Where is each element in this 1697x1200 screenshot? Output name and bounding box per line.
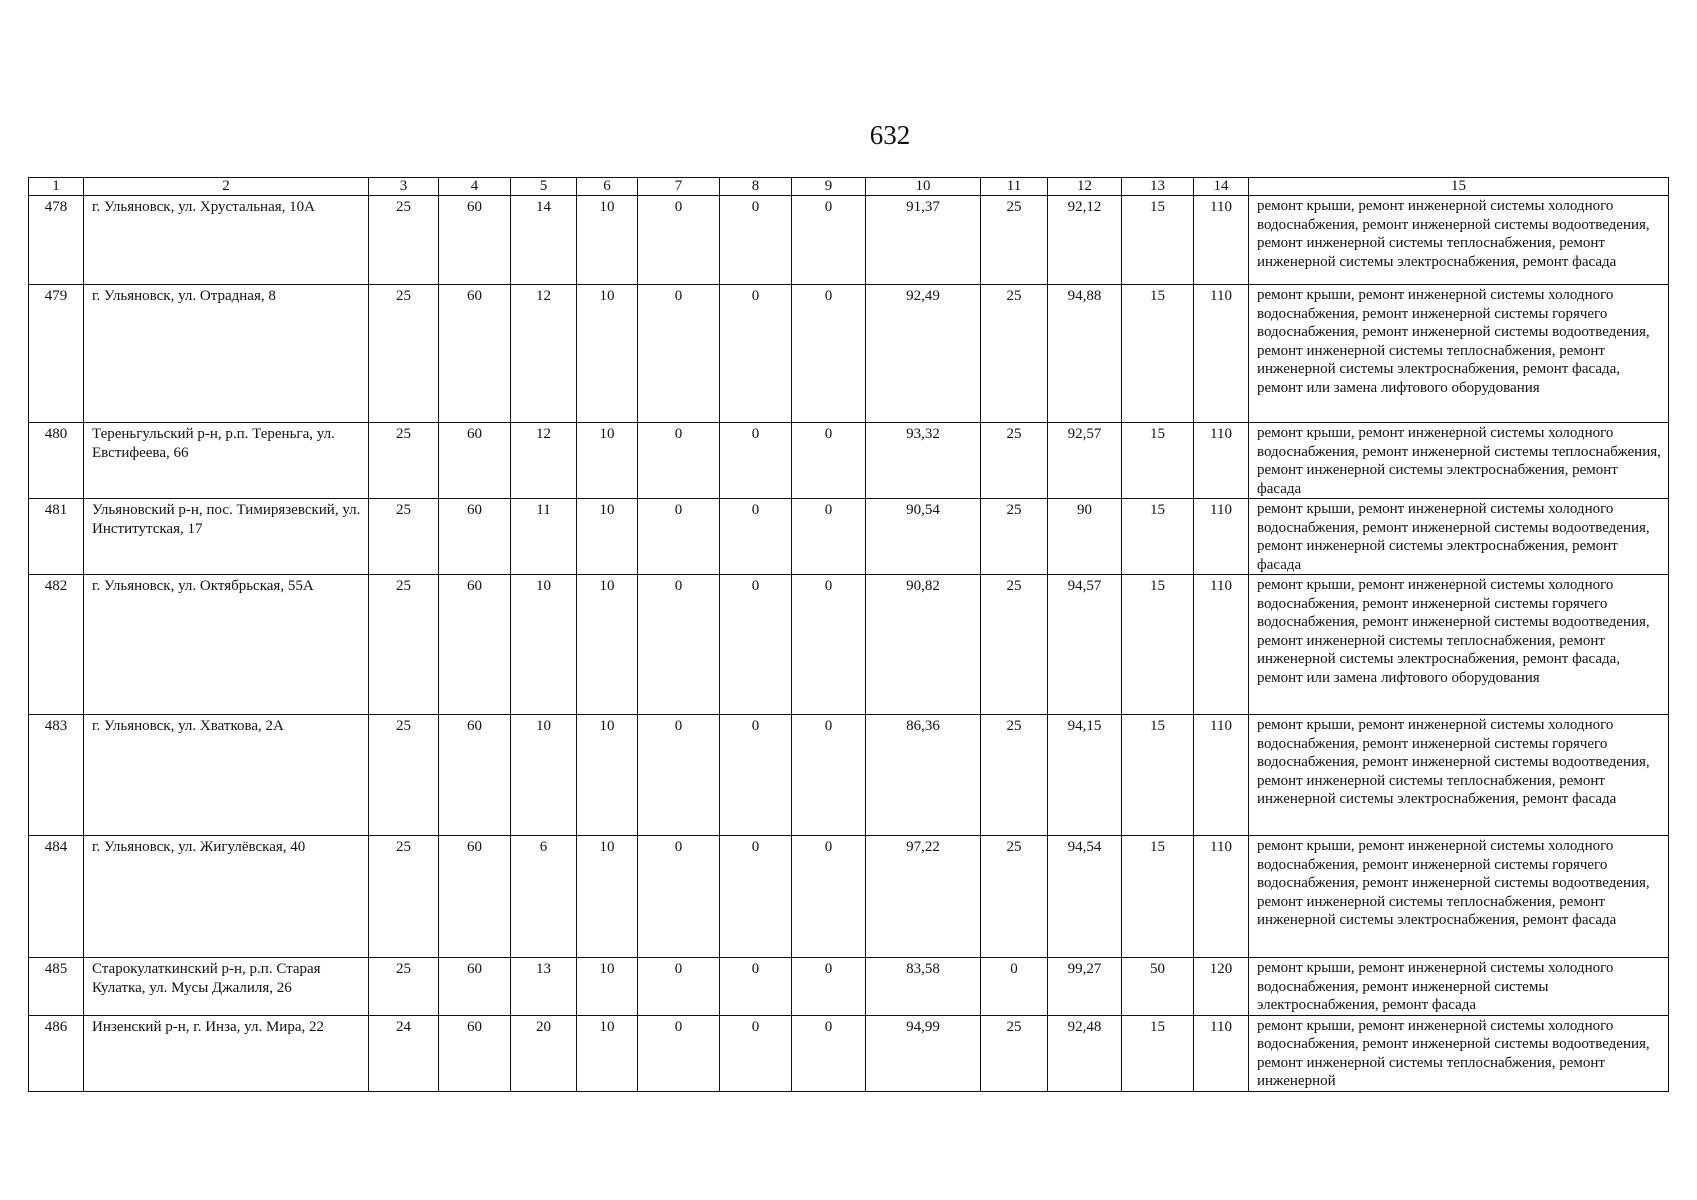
- works-cell: ремонт крыши, ремонт инженерной системы холодного водоснабжения, ремонт инженерной системы горячего водоснабжения, ремонт инженерной системы водоотведения, ремонт инженерной системы теплоснабжения, ремонт инженерной системы электроснабжения, ремонт фасада: [1249, 836, 1669, 958]
- column-header-4: 4: [439, 178, 511, 196]
- value-cell-c9: 0: [792, 836, 866, 958]
- value-cell-c14: 110: [1194, 285, 1249, 423]
- table-row: [29, 958, 1669, 1016]
- value-cell-c7: 0: [638, 575, 720, 715]
- value-cell-c4: 60: [439, 715, 511, 836]
- value-cell-c9: 0: [792, 575, 866, 715]
- value-cell-c10: 90,82: [866, 575, 981, 715]
- value-cell-c13: 15: [1122, 715, 1194, 836]
- value-cell-c13: 15: [1122, 1015, 1194, 1091]
- works-cell: ремонт крыши, ремонт инженерной системы холодного водоснабжения, ремонт инженерной системы водоотведения, ремонт инженерной системы теплоснабжения, ремонт инженерной системы электроснабжения, ремонт фасада: [1249, 196, 1669, 285]
- value-cell-c8: 0: [720, 715, 792, 836]
- row-number-cell: 478: [29, 196, 84, 285]
- value-cell-c4: 60: [439, 836, 511, 958]
- value-cell-c12: 99,27: [1048, 958, 1122, 1016]
- value-cell-c6: 10: [577, 715, 638, 836]
- value-cell-c12: 92,57: [1048, 423, 1122, 499]
- address-cell: Ульяновский р-н, пос. Тимирязевский, ул. Институтская, 17: [84, 499, 369, 575]
- value-cell-c3: 25: [369, 423, 439, 499]
- value-cell-c13: 15: [1122, 285, 1194, 423]
- table-row: [29, 575, 1669, 715]
- column-header-5: 5: [511, 178, 577, 196]
- table-row: [29, 499, 1669, 575]
- value-cell-c9: 0: [792, 196, 866, 285]
- table-row: [29, 423, 1669, 499]
- value-cell-c9: 0: [792, 715, 866, 836]
- value-cell-c13: 15: [1122, 196, 1194, 285]
- value-cell-c7: 0: [638, 499, 720, 575]
- value-cell-c9: 0: [792, 499, 866, 575]
- value-cell-c5: 20: [511, 1015, 577, 1091]
- column-header-12: 12: [1048, 178, 1122, 196]
- value-cell-c5: 12: [511, 423, 577, 499]
- value-cell-c9: 0: [792, 1015, 866, 1091]
- value-cell-c7: 0: [638, 423, 720, 499]
- value-cell-c3: 25: [369, 285, 439, 423]
- works-cell: ремонт крыши, ремонт инженерной системы холодного водоснабжения, ремонт инженерной системы горячего водоснабжения, ремонт инженерной системы водоотведения, ремонт инженерной системы теплоснабжения, ремонт инженерной системы электроснабжения, ремонт фасада, ремонт или замена лифтового оборудования: [1249, 285, 1669, 423]
- value-cell-c10: 93,32: [866, 423, 981, 499]
- value-cell-c8: 0: [720, 836, 792, 958]
- value-cell-c8: 0: [720, 423, 792, 499]
- value-cell-c7: 0: [638, 958, 720, 1016]
- value-cell-c12: 94,57: [1048, 575, 1122, 715]
- table-row: [29, 836, 1669, 958]
- value-cell-c14: 120: [1194, 958, 1249, 1016]
- value-cell-c7: 0: [638, 1015, 720, 1091]
- column-header-2: 2: [84, 178, 369, 196]
- value-cell-c5: 11: [511, 499, 577, 575]
- value-cell-c6: 10: [577, 836, 638, 958]
- value-cell-c6: 10: [577, 958, 638, 1016]
- value-cell-c4: 60: [439, 958, 511, 1016]
- value-cell-c12: 94,88: [1048, 285, 1122, 423]
- address-cell: г. Ульяновск, ул. Октябрьская, 55А: [84, 575, 369, 715]
- value-cell-c4: 60: [439, 423, 511, 499]
- value-cell-c10: 90,54: [866, 499, 981, 575]
- row-number-cell: 486: [29, 1015, 84, 1091]
- works-cell: ремонт крыши, ремонт инженерной системы холодного водоснабжения, ремонт инженерной системы электроснабжения, ремонт фасада: [1249, 958, 1669, 1016]
- table-body: [29, 196, 1669, 1092]
- data-table: [28, 177, 1669, 1092]
- value-cell-c11: 25: [981, 715, 1048, 836]
- value-cell-c13: 15: [1122, 575, 1194, 715]
- value-cell-c4: 60: [439, 285, 511, 423]
- value-cell-c3: 25: [369, 836, 439, 958]
- value-cell-c11: 25: [981, 196, 1048, 285]
- value-cell-c6: 10: [577, 196, 638, 285]
- data-table-container: [28, 177, 1668, 1092]
- value-cell-c10: 91,37: [866, 196, 981, 285]
- value-cell-c11: 25: [981, 499, 1048, 575]
- value-cell-c11: 25: [981, 575, 1048, 715]
- table-row: [29, 1015, 1669, 1091]
- value-cell-c8: 0: [720, 499, 792, 575]
- value-cell-c5: 13: [511, 958, 577, 1016]
- value-cell-c9: 0: [792, 423, 866, 499]
- value-cell-c12: 94,15: [1048, 715, 1122, 836]
- row-number-cell: 485: [29, 958, 84, 1016]
- address-cell: г. Ульяновск, ул. Отрадная, 8: [84, 285, 369, 423]
- value-cell-c6: 10: [577, 285, 638, 423]
- value-cell-c4: 60: [439, 196, 511, 285]
- value-cell-c6: 10: [577, 499, 638, 575]
- page-number: 632: [869, 120, 911, 150]
- row-number-cell: 480: [29, 423, 84, 499]
- value-cell-c14: 110: [1194, 836, 1249, 958]
- value-cell-c11: 25: [981, 423, 1048, 499]
- column-header-9: 9: [792, 178, 866, 196]
- value-cell-c4: 60: [439, 499, 511, 575]
- address-cell: г. Ульяновск, ул. Хваткова, 2А: [84, 715, 369, 836]
- value-cell-c5: 6: [511, 836, 577, 958]
- value-cell-c13: 50: [1122, 958, 1194, 1016]
- value-cell-c10: 83,58: [866, 958, 981, 1016]
- value-cell-c3: 25: [369, 715, 439, 836]
- value-cell-c7: 0: [638, 715, 720, 836]
- address-cell: г. Ульяновск, ул. Жигулёвская, 40: [84, 836, 369, 958]
- value-cell-c7: 0: [638, 285, 720, 423]
- value-cell-c5: 14: [511, 196, 577, 285]
- value-cell-c9: 0: [792, 285, 866, 423]
- value-cell-c8: 0: [720, 958, 792, 1016]
- value-cell-c13: 15: [1122, 836, 1194, 958]
- value-cell-c4: 60: [439, 1015, 511, 1091]
- value-cell-c8: 0: [720, 196, 792, 285]
- value-cell-c8: 0: [720, 575, 792, 715]
- value-cell-c12: 90: [1048, 499, 1122, 575]
- column-header-3: 3: [369, 178, 439, 196]
- value-cell-c3: 25: [369, 499, 439, 575]
- value-cell-c14: 110: [1194, 423, 1249, 499]
- value-cell-c12: 92,12: [1048, 196, 1122, 285]
- works-cell: ремонт крыши, ремонт инженерной системы холодного водоснабжения, ремонт инженерной системы водоотведения, ремонт инженерной системы электроснабжения, ремонт фасада: [1249, 499, 1669, 575]
- value-cell-c14: 110: [1194, 499, 1249, 575]
- column-header-10: 10: [866, 178, 981, 196]
- column-header-7: 7: [638, 178, 720, 196]
- value-cell-c12: 94,54: [1048, 836, 1122, 958]
- value-cell-c11: 0: [981, 958, 1048, 1016]
- value-cell-c10: 97,22: [866, 836, 981, 958]
- value-cell-c8: 0: [720, 285, 792, 423]
- table-header-row: [29, 178, 1669, 196]
- column-header-8: 8: [720, 178, 792, 196]
- value-cell-c14: 110: [1194, 196, 1249, 285]
- row-number-cell: 483: [29, 715, 84, 836]
- value-cell-c12: 92,48: [1048, 1015, 1122, 1091]
- address-cell: г. Ульяновск, ул. Хрустальная, 10А: [84, 196, 369, 285]
- row-number-cell: 481: [29, 499, 84, 575]
- value-cell-c11: 25: [981, 1015, 1048, 1091]
- address-cell: Инзенский р-н, г. Инза, ул. Мира, 22: [84, 1015, 369, 1091]
- value-cell-c10: 92,49: [866, 285, 981, 423]
- column-header-13: 13: [1122, 178, 1194, 196]
- value-cell-c3: 25: [369, 575, 439, 715]
- column-header-15: 15: [1249, 178, 1669, 196]
- value-cell-c10: 86,36: [866, 715, 981, 836]
- row-number-cell: 482: [29, 575, 84, 715]
- value-cell-c3: 25: [369, 958, 439, 1016]
- value-cell-c10: 94,99: [866, 1015, 981, 1091]
- works-cell: ремонт крыши, ремонт инженерной системы холодного водоснабжения, ремонт инженерной системы водоотведения, ремонт инженерной системы теплоснабжения, ремонт инженерной: [1249, 1015, 1669, 1091]
- value-cell-c6: 10: [577, 575, 638, 715]
- value-cell-c13: 15: [1122, 499, 1194, 575]
- table-row: [29, 715, 1669, 836]
- value-cell-c6: 10: [577, 423, 638, 499]
- works-cell: ремонт крыши, ремонт инженерной системы холодного водоснабжения, ремонт инженерной системы горячего водоснабжения, ремонт инженерной системы водоотведения, ремонт инженерной системы теплоснабжения, ремонт инженерной системы электроснабжения, ремонт фасада, ремонт или замена лифтового оборудования: [1249, 575, 1669, 715]
- column-header-6: 6: [577, 178, 638, 196]
- value-cell-c7: 0: [638, 196, 720, 285]
- address-cell: Старокулаткинский р-н, р.п. Старая Кулатка, ул. Мусы Джалиля, 26: [84, 958, 369, 1016]
- value-cell-c8: 0: [720, 1015, 792, 1091]
- value-cell-c5: 10: [511, 575, 577, 715]
- column-header-14: 14: [1194, 178, 1249, 196]
- value-cell-c9: 0: [792, 958, 866, 1016]
- column-header-1: 1: [29, 178, 84, 196]
- column-header-11: 11: [981, 178, 1048, 196]
- value-cell-c3: 24: [369, 1015, 439, 1091]
- row-number-cell: 484: [29, 836, 84, 958]
- table-row: [29, 196, 1669, 285]
- works-cell: ремонт крыши, ремонт инженерной системы холодного водоснабжения, ремонт инженерной системы горячего водоснабжения, ремонт инженерной системы водоотведения, ремонт инженерной системы теплоснабжения, ремонт инженерной системы электроснабжения, ремонт фасада: [1249, 715, 1669, 836]
- works-cell: ремонт крыши, ремонт инженерной системы холодного водоснабжения, ремонт инженерной системы теплоснабжения, ремонт инженерной системы электроснабжения, ремонт фасада: [1249, 423, 1669, 499]
- address-cell: Тереньгульский р-н, р.п. Тереньга, ул. Евстифеева, 66: [84, 423, 369, 499]
- value-cell-c11: 25: [981, 285, 1048, 423]
- value-cell-c14: 110: [1194, 575, 1249, 715]
- value-cell-c13: 15: [1122, 423, 1194, 499]
- value-cell-c3: 25: [369, 196, 439, 285]
- table-row: [29, 285, 1669, 423]
- value-cell-c14: 110: [1194, 715, 1249, 836]
- value-cell-c6: 10: [577, 1015, 638, 1091]
- value-cell-c7: 0: [638, 836, 720, 958]
- row-number-cell: 479: [29, 285, 84, 423]
- value-cell-c11: 25: [981, 836, 1048, 958]
- value-cell-c4: 60: [439, 575, 511, 715]
- value-cell-c14: 110: [1194, 1015, 1249, 1091]
- value-cell-c5: 12: [511, 285, 577, 423]
- value-cell-c5: 10: [511, 715, 577, 836]
